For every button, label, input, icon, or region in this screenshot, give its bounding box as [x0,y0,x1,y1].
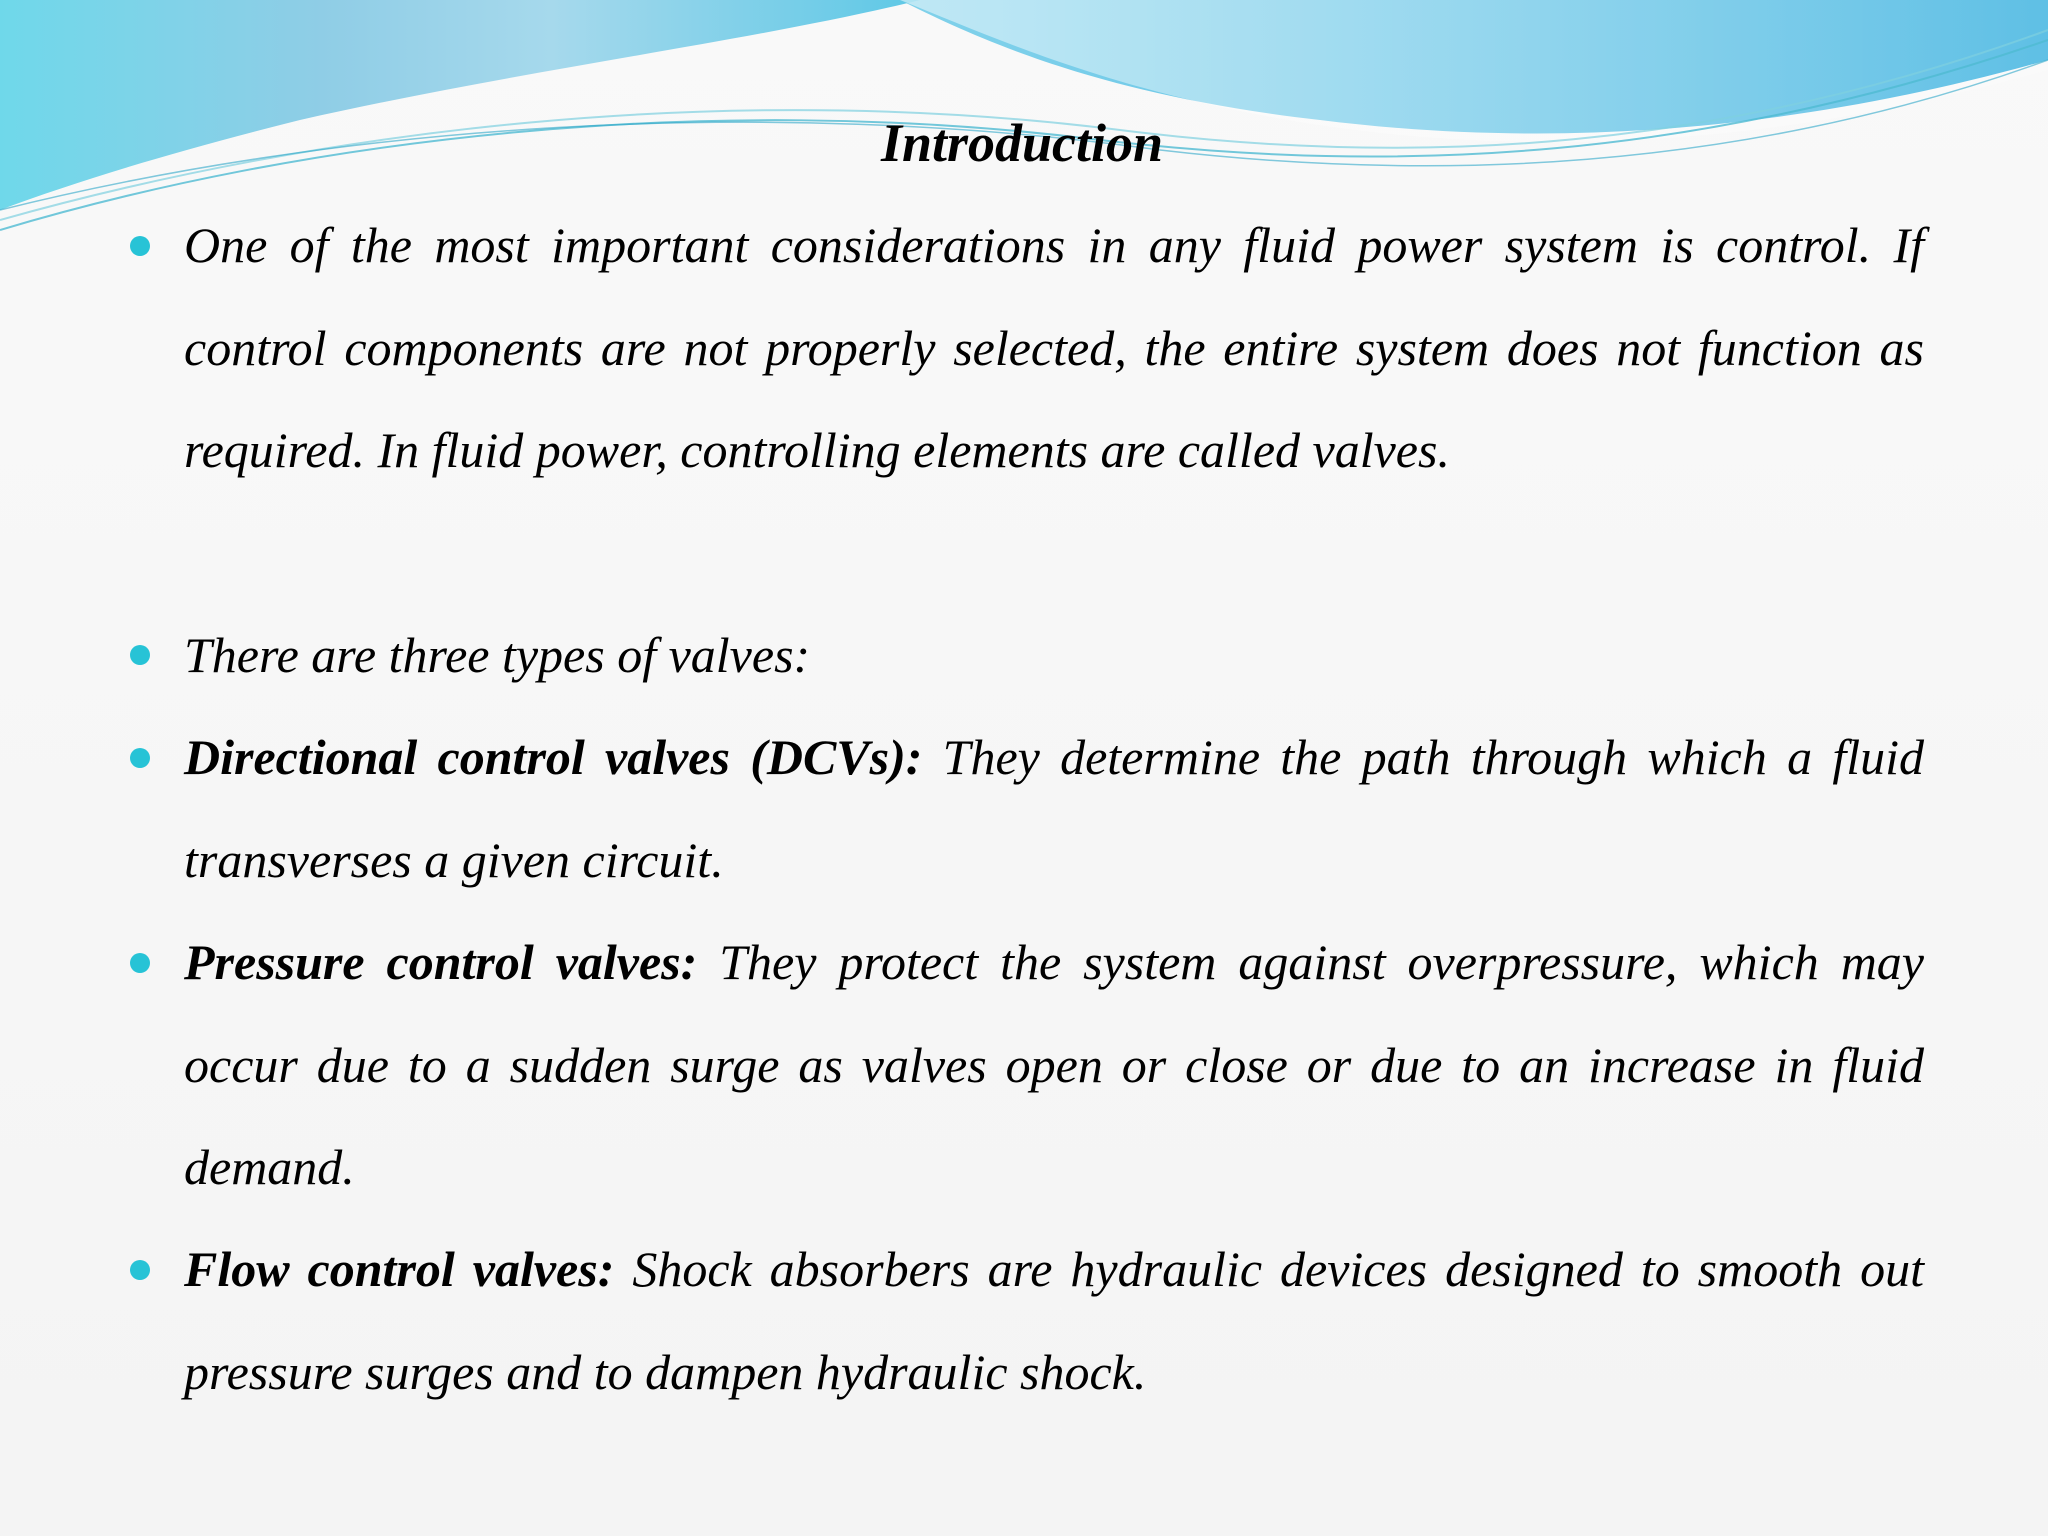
bullet-term: Flow control valves: [184,1241,615,1297]
bullet-text: One of the most important considerations in any fluid power system is control. If control components are not properly selected, the entire system does not function as required. In fluid power, controlling elements are called valves. [184,217,1924,478]
bullet-dot [130,953,150,973]
bullet-term: Directional control valves (DCVs): [184,729,923,785]
bullet-text: They determine the path through which a fluid transverses a given circuit. [184,729,1924,888]
bullet-item-2 [184,604,1924,707]
bullet-dot [130,236,150,256]
bullet-item-5 [184,1218,1924,1423]
bullet-item-3 [184,706,1924,911]
bullet-text: Shock absorbers are hydraulic devices designed to smooth out pressure surges and to dampen hydraulic shock. [184,1241,1924,1400]
bullet-text: There are three types of valves: [184,627,811,683]
bullet-term: Pressure control valves: [184,934,698,990]
bullet-item-1 [184,194,1924,502]
bullet-text: They protect the system against overpressure, which may occur due to a sudden surge as valves open or close or due to an increase in fluid demand. [184,934,1925,1195]
slide-title-text: Introduction [880,113,1164,173]
bullet-dot [130,645,150,665]
bullet-dot [130,748,150,768]
bullet-item-4 [184,911,1924,1219]
bullet-dot [130,1260,150,1280]
